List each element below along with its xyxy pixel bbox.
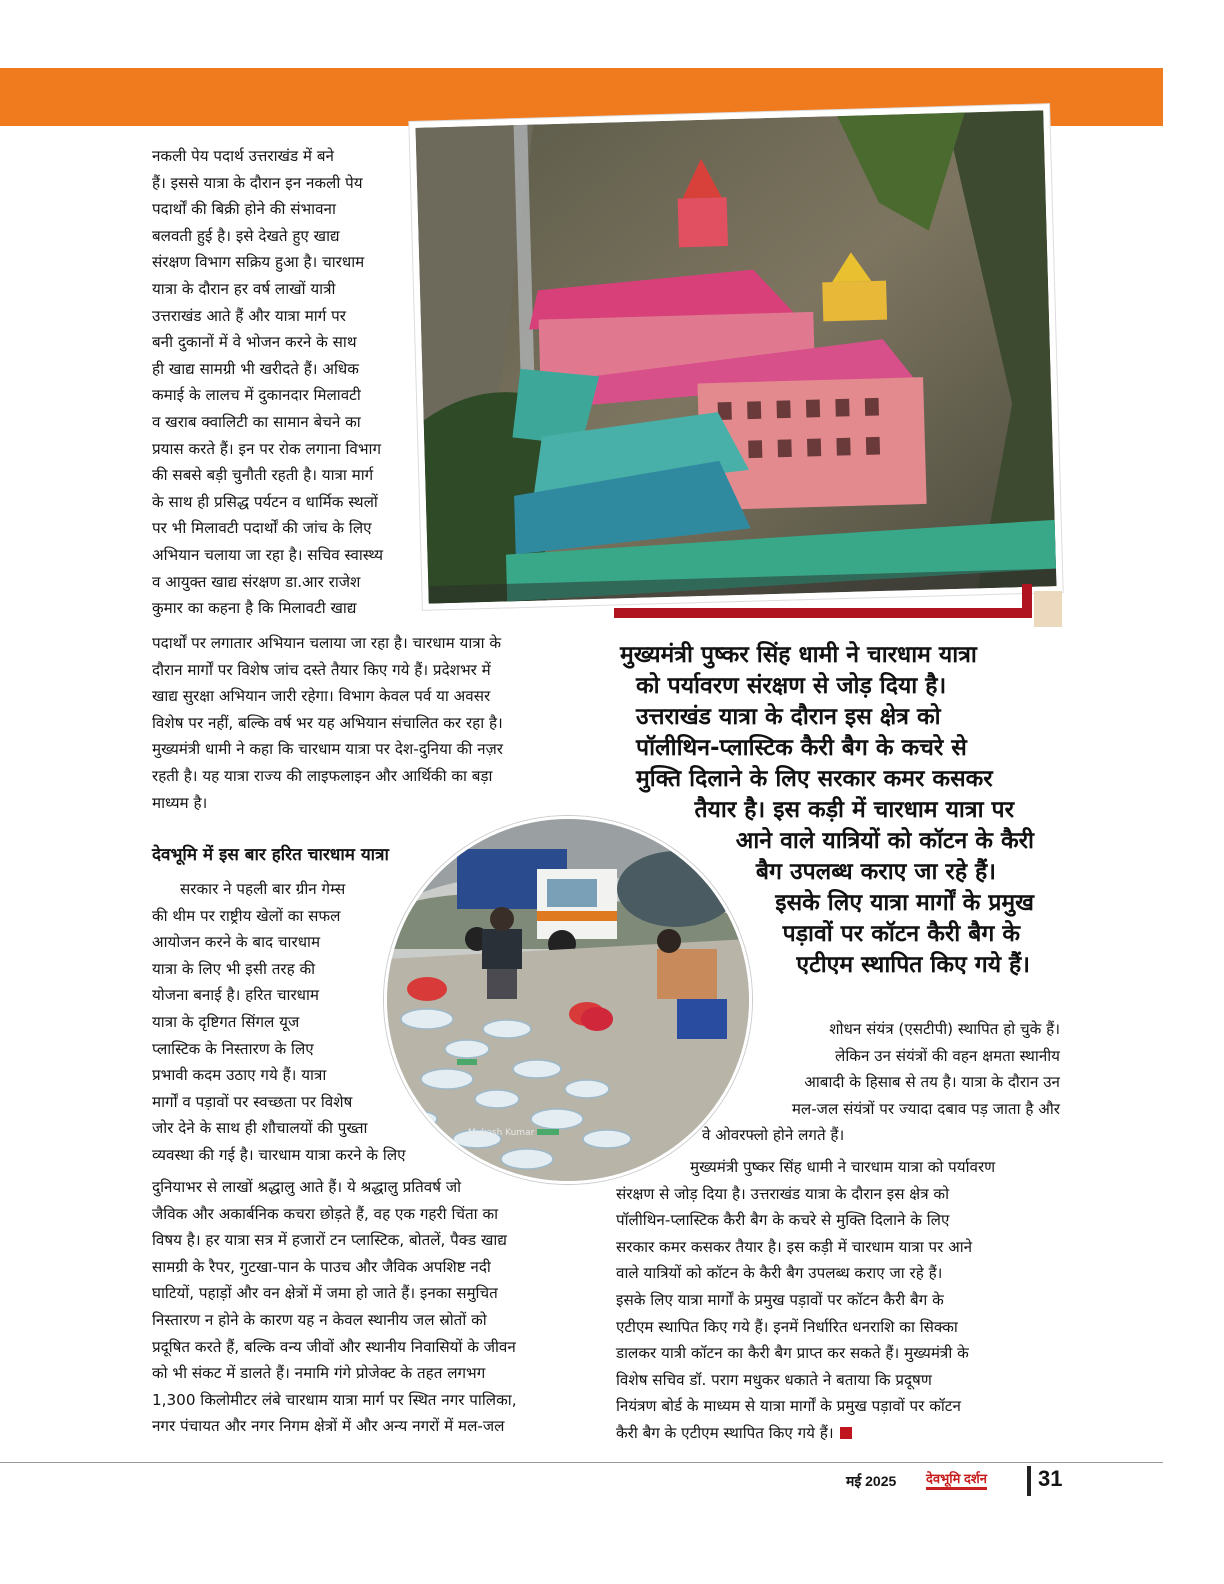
text-line: रहती है। यह यात्रा राज्य की लाइफलाइन और आर्थिकी का बड़ा — [152, 766, 493, 785]
text-line: विषय है। हर यात्रा सत्र में हजारों टन प्लास्टिक, बोतलें, पैक्ड खाद्य — [152, 1231, 507, 1250]
text-line: डालकर यात्री कॉटन का कैरी बैग प्राप्त कर सकते हैं। मुख्यमंत्री के — [616, 1344, 969, 1363]
quote-line: इसके लिए यात्रा मार्गों के प्रमुख — [775, 890, 1034, 916]
text-line: मार्गों व पड़ावों पर स्वच्छता पर विशेष — [152, 1092, 353, 1111]
text-line: वाले यात्रियों को कॉटन के कैरी बैग उपलब्ध कराए जा रहे हैं। — [616, 1264, 943, 1283]
quote-line: पॉलीथिन-प्लास्टिक कैरी बैग के कचरे से — [636, 735, 967, 761]
text-line: के साथ ही प्रसिद्ध पर्यटन व धार्मिक स्थलों — [152, 492, 378, 511]
text-line: कमाई के लालच में दुकानदार मिलावटी — [152, 386, 361, 405]
text-line: यात्रा के लिए भी इसी तरह की — [152, 959, 316, 978]
text-line: शोधन संयंत्र (एसटीपी) स्थापित हो चुके हैं। — [829, 1020, 1060, 1038]
text-line: घाटियों, पहाड़ों और वन क्षेत्रों में जमा हो जाते हैं। इनका समुचित — [152, 1284, 498, 1303]
text-line: यात्रा के दृष्टिगत सिंगल यूज — [152, 1012, 300, 1031]
end-mark-icon — [840, 1427, 852, 1439]
text-line: खाद्य सुरक्षा अभियान जारी रहेगा। विभाग केवल पर्व या अवसर — [152, 687, 491, 706]
quote-line: तैयार है। इस कड़ी में चारधाम यात्रा पर — [694, 797, 1014, 823]
text-line: प्रदूषित करते हैं, बल्कि वन्य जीवों और स्थानीय निवासियों के जीवन — [152, 1337, 516, 1356]
text-line: की सबसे बड़ी चुनौती रहती है। यात्रा मार्ग — [152, 466, 374, 485]
right-column-bottom — [616, 1154, 1060, 1447]
accent-square — [1034, 591, 1062, 627]
photo-credit: Mukesh Kumar — [468, 1128, 535, 1138]
quote-line: उत्तराखंड यात्रा के दौरान इस क्षेत्र को — [636, 704, 941, 730]
text-line: इसके लिए यात्रा मार्गों के प्रमुख पड़ावों पर कॉटन कैरी बैग के — [616, 1290, 944, 1309]
quote-line: बैग उपलब्ध कराए जा रहे हैं। — [755, 859, 996, 885]
text-line: माध्यम है। — [152, 793, 208, 812]
quote-line: को पर्यावरण संरक्षण से जोड़ दिया है। — [636, 673, 947, 699]
text-line: पदार्थों पर लगातार अभियान चलाया जा रहा है। चारधाम यात्रा के — [152, 634, 502, 652]
text-line: नगर पंचायत और नगर निगम क्षेत्रों में और अन्य नगरों में मल-जल — [152, 1417, 505, 1436]
text-line: संरक्षण विभाग सक्रिय हुआ है। चारधाम — [152, 253, 365, 272]
text-line: पॉलीथिन-प्लास्टिक कैरी बैग के कचरे से मुक्ति दिलाने के लिए — [616, 1211, 950, 1230]
quote-line: मुक्ति दिलाने के लिए सरकार कमर कसकर — [636, 766, 993, 792]
text-line: अभियान चलाया जा रहा है। सचिव स्वास्थ्य — [152, 545, 384, 564]
text-line-end: कैरी बैग के एटीएम स्थापित किए गये हैं। — [616, 1423, 834, 1442]
right-column-wrap — [700, 1016, 1060, 1149]
text-line: जैविक और अकार्बनिक कचरा छोड़ते हैं, वह एक गहरी चिंता का — [152, 1204, 499, 1223]
text-line: 1,300 किलोमीटर लंबे चारधाम यात्रा मार्ग पर स्थित नगर पालिका, — [152, 1390, 517, 1409]
text-line: पदार्थों की बिक्री होने की संभावना — [152, 200, 336, 219]
text-line: सरकार ने पहली बार ग्रीन गेम्स — [180, 880, 346, 898]
text-line: उत्तराखंड आते हैं और यात्रा मार्ग पर — [152, 306, 346, 325]
text-line: मुख्यमंत्री पुष्कर सिंह धामी ने चारधाम यात्रा को पर्यावरण — [690, 1158, 996, 1176]
text-line: को भी संकट में डालते हैं। नमामि गंगे प्रोजेक्ट के तहत लगभग — [152, 1364, 486, 1383]
text-line: आबादी के हिसाब से तय है। यात्रा के दौरान उन — [804, 1073, 1060, 1092]
text-line — [616, 1420, 1060, 1447]
text-line: विशेष पर नहीं, बल्कि वर्ष भर यह अभियान संचालित कर रहा है। — [152, 713, 503, 732]
footer-rule — [0, 1462, 1163, 1463]
text-line: प्रभावी कदम उठाए गये हैं। यात्रा — [152, 1066, 327, 1085]
text-line: निस्तारण न होने के कारण यह न केवल स्थानीय जल स्रोतों को — [152, 1310, 487, 1329]
text-line: मल-जल संयंत्रों पर ज्यादा दबाव पड़ जाता है और — [791, 1099, 1060, 1118]
quote-line: मुख्यमंत्री पुष्कर सिंह धामी ने चारधाम यात्रा — [620, 642, 977, 668]
text-line: लेकिन उन संयंत्रों की वहन क्षमता स्थानीय — [835, 1046, 1060, 1065]
text-line: व आयुक्त खाद्य संरक्षण डा.आर राजेश — [152, 572, 361, 591]
left-column-top — [152, 143, 414, 622]
text-line: आयोजन करने के बाद चारधाम — [152, 933, 321, 952]
text-line: योजना बनाई है। हरित चारधाम — [152, 986, 320, 1005]
text-line: दौरान मार्गों पर विशेष जांच दस्ते तैयार किए गये हैं। प्रदेशभर में — [152, 660, 491, 679]
page-number: 31 — [1038, 1466, 1063, 1491]
text-line: सामग्री के रैपर, गुटखा-पान के पाउच और जैविक अपशिष्ट नदी — [152, 1257, 491, 1276]
text-line: सरकार कमर कसकर तैयार है। इस कड़ी में चारधाम यात्रा पर आने — [616, 1237, 973, 1256]
issue-date: मई 2025 — [846, 1473, 897, 1489]
quote-line: एटीएम स्थापित किए गये हैं। — [796, 952, 1030, 978]
section-heading: देवभूमि में इस बार हरित चारधाम यात्रा — [152, 845, 389, 865]
text-line: नकली पेय पदार्थ उत्तराखंड में बने — [152, 147, 334, 165]
text-line: हैं। इससे यात्रा के दौरान इन नकली पेय — [152, 173, 363, 192]
left-column-bottom — [152, 1174, 596, 1440]
text-line: व्यवस्था की गई है। चारधाम यात्रा करने के लिए — [152, 1145, 406, 1164]
accent-bar — [614, 608, 1030, 618]
text-line: नियंत्रण बोर्ड के माध्यम से यात्रा मार्गों के प्रमुख पड़ावों पर कॉटन — [616, 1397, 961, 1416]
text-line: बनी दुकानों में वे भोजन करने के साथ — [152, 333, 357, 352]
text-line: प्लास्टिक के निस्तारण के लिए — [152, 1039, 314, 1058]
temple-photo — [409, 104, 1062, 610]
text-line: की थीम पर राष्ट्रीय खेलों का सफल — [152, 906, 341, 925]
text-line: बलवती हुई है। इसे देखते हुए खाद्य — [152, 226, 340, 245]
quote-line: पड़ावों पर कॉटन कैरी बैग के — [782, 921, 1020, 947]
text-line: कुमार का कहना है कि मिलावटी खाद्य — [152, 599, 357, 618]
text-line: प्रयास करते हैं। इन पर रोक लगाना विभाग — [152, 439, 382, 458]
text-line: वे ओवरफ्लो होने लगते हैं। — [702, 1126, 845, 1145]
page-separator — [1027, 1466, 1031, 1496]
text-line: जोर देने के साथ ही शौचालयों की पुख्ता — [152, 1119, 368, 1138]
text-line: ही खाद्य सामग्री भी खरीदते हैं। अधिक — [152, 359, 359, 378]
text-line: यात्रा के दौरान हर वर्ष लाखों यात्री — [152, 279, 336, 298]
text-line: व खराब क्वालिटी का सामान बेचने का — [152, 412, 361, 431]
text-line: दुनियाभर से लाखों श्रद्धालु आते हैं। ये श्रद्धालु प्रतिवर्ष जो — [152, 1178, 462, 1196]
left-column-mid — [152, 630, 596, 816]
quote-line: आने वाले यात्रियों को कॉटन के कैरी — [735, 828, 1034, 854]
accent-bar-corner — [1022, 584, 1032, 618]
text-line: मुख्यमंत्री धामी ने कहा कि चारधाम यात्रा पर देश-दुनिया की नज़र — [152, 740, 504, 759]
text-line: संरक्षण से जोड़ दिया है। उत्तराखंड यात्रा के दौरान इस क्षेत्र को — [616, 1184, 950, 1203]
text-line: विशेष सचिव डॉ. पराग मधुकर धकाते ने बताया कि प्रदूषण — [616, 1370, 932, 1389]
text-line: पर भी मिलावटी पदार्थों की जांच के लिए — [152, 519, 372, 538]
pull-quote — [620, 640, 1034, 981]
magazine-brand: देवभूमि दर्शन — [926, 1470, 987, 1490]
text-line: एटीएम स्थापित किए गये हैं। इनमें निर्धारित धनराशि का सिक्का — [616, 1317, 958, 1336]
